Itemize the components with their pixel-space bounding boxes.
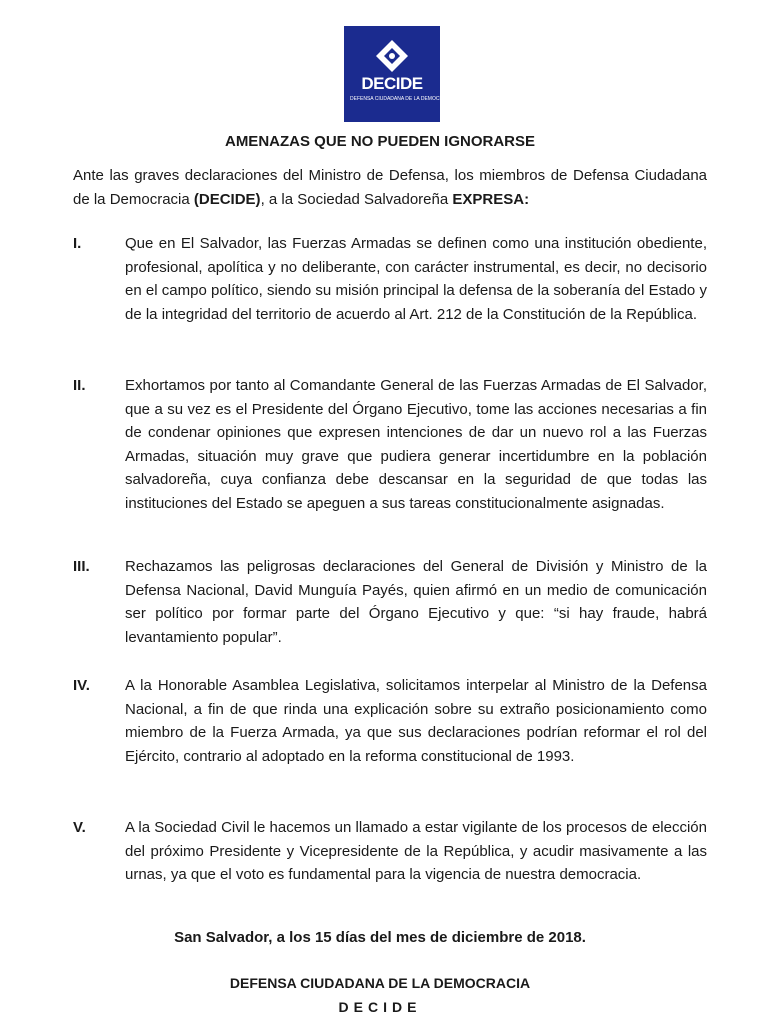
item-text: Que en El Salvador, las Fuerzas Armadas se definen como una institución obediente, profesional, apolítica y no deliberante, con carácter instrumental, es decir, no decisorio en el campo político, siendo su misión principal la defensa de la soberanía del Estado y de la integridad del territorio de acuerdo al Art. 212 de la Constitución de la República.	[125, 235, 707, 323]
list-item	[73, 555, 707, 649]
item-text: A la Sociedad Civil le hacemos un llamado a estar vigilante de los procesos de elección del próximo Presidente y Vicepresidente de la República, y acudir masivamente a las urnas, ya que el voto es fundamental para la vigencia de nuestra democracia.	[125, 819, 707, 883]
ballot-emblem-icon	[374, 38, 410, 74]
intro-text-1: Ante las graves declaraciones del Ministro de Defensa, los miembros de Defensa Ciudadana de la Democracia	[73, 167, 707, 208]
item-text: A la Honorable Asamblea Legislativa, solicitamos interpelar al Ministro de la Defensa Nacional, a fin de que rinda una explicación sobre su extraño posicionamiento como miembro de la Fuerza Armada, ya que sus declaraciones podrían reformar el rol del Ejército, contrario al adoptado en la reforma constitucional de 1993.	[125, 677, 707, 765]
list-item	[73, 816, 707, 887]
list-item	[73, 674, 707, 768]
logo-subtitle: DEFENSA CIUDADANA DE LA DEMOCRACIA	[350, 96, 455, 102]
item-text: Exhortamos por tanto al Comandante General de las Fuerzas Armadas de El Salvador, que a su vez es el Presidente del Órgano Ejecutivo, tome las acciones necesarias a fin de condenar opiniones que expresen intenciones de dar un nuevo rol a las Fuerzas Armadas, situación muy grave que pudiera generar incertidumbre en la población salvadoreña, cuya confianza debe descansar en la seguridad de que todas las instituciones del Estado se apeguen a sus tareas constitucionalmente asignadas.	[125, 377, 707, 512]
intro-expresa: EXPRESA:	[452, 190, 530, 208]
signature-acronym: DECIDE	[338, 999, 422, 1015]
logo-name: DECIDE	[361, 74, 423, 93]
list-item	[73, 374, 707, 515]
item-text: Rechazamos las peligrosas declaraciones del General de División y Ministro de la Defensa Nacional, David Munguía Payés, quien afirmó en un medio de comunicación ser político por formar parte del Órgano Ejecutivo y que: “si hay fraude, habrá levantamiento popular”.	[125, 558, 707, 646]
item-numeral: III.	[73, 558, 90, 575]
decide-logo	[344, 26, 455, 122]
intro-text-2: , a la Sociedad Salvadoreña	[260, 190, 453, 208]
item-numeral: V.	[73, 819, 86, 836]
signature-organization: DEFENSA CIUDADANA DE LA DEMOCRACIA	[229, 975, 531, 991]
item-numeral: II.	[73, 377, 86, 394]
intro-paragraph	[73, 164, 707, 211]
item-numeral: I.	[73, 235, 82, 252]
item-numeral: IV.	[73, 677, 90, 694]
document-title: AMENAZAS QUE NO PUEDEN IGNORARSE	[224, 133, 536, 150]
dateline: San Salvador, a los 15 días del mes de diciembre de 2018.	[174, 929, 586, 946]
intro-org-acronym: (DECIDE)	[193, 190, 261, 208]
list-item	[73, 232, 707, 326]
